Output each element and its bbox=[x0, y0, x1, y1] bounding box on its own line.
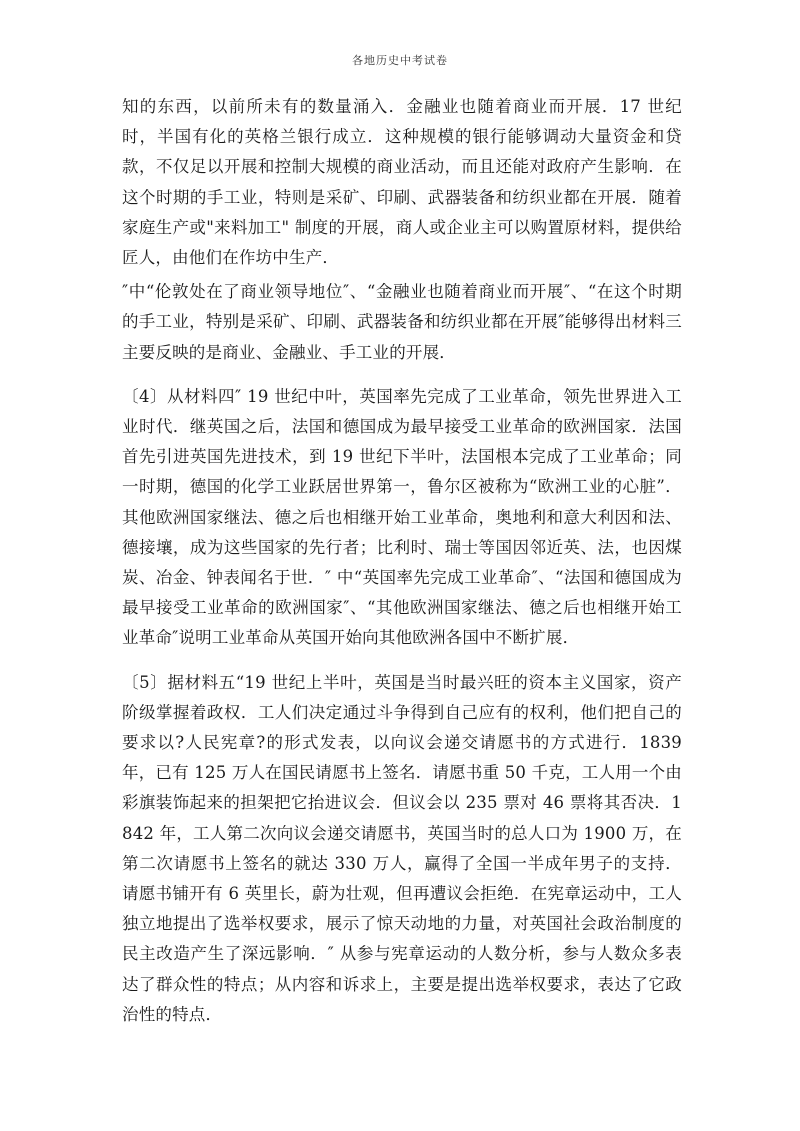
page-header: 各地历史中考试卷 bbox=[352, 54, 448, 67]
paragraph-material-three: 知的东西，以前所未有的数量涌入．金融业也随着商业而开展．17 世纪时，半国有化的英格兰银行成立．这种规模的银行能够调动大量资金和贷款，不仅足以开展和控制大规模的商业活动，而且还能对政府产生影响．在这个时期的手工业，特则是采矿、印刷、武器装备和纺织业都在开展．随着家庭生产或"来料加工" 制度的开展，商人或企业主可以购置原材料，提供给匠人，由他们在作坊中生产． bbox=[122, 97, 682, 268]
paragraph-question-4: 〔4〕从材料四″ 19 世纪中叶，英国率先完成了工业革命，领先世界进入工业时代．继英国之后，法国和德国成为最早接受工业革命的欧洲国家．法国首先引进英国先进技术，到 19 世纪下半叶，法国根本完成了工业革命；同一时期，德国的化学工业跃居世界第一，鲁尔区被称为“欧洲工业的心脏”．其他欧洲国家继法、德之后也相继开始工业革命，奥地利和意大利因和法、德接壤，成为这些国家的先行者；比利时、瑞士等国因邻近英、法，也因煤炭、冶金、钟表闻名于世．″ 中“英国率先完成工业革命″、“法国和德国成为最早接受工业革命的欧洲国家″、“其他欧洲国家继法、德之后也相继开始工业革命″说明工业革命从英国开始向其他欧洲各国中不断扩展． bbox=[122, 386, 682, 648]
paragraph-question-5: 〔5〕据材料五“19 世纪上半叶，英国是当时最兴旺的资本主义国家，资产阶级掌握着政权．工人们决定通过斗争得到自己应有的权利，他们把自己的要求以?人民宪章?的形式发表，以向议会递交请愿书的方式进行．1839 年，已有 125 万人在国民请愿书上签名．请愿书重 50 千克，工人用一个由彩旗装饰起来的担架把它抬进议会．但议会以 235 票对 46 票将其否决．1842 年，工人第二次向议会递交请愿书，英国当时的总人口为 1900 万，在第二次请愿书上签名的就达 330 万人，赢得了全国一半成年男子的支持．请愿书铺开有 6 英里长，蔚为壮观，但再遭议会拒绝．在宪章运动中，工人独立地提出了选举权要求，展示了惊天动地的力量，对英国社会政治制度的民主改造产生了深远影响．″ 从参与宪章运动的人数分析，参与人数众多表达了群众性的特点；从内容和诉求上，主要是提出选举权要求，表达了它政治性的特点． bbox=[122, 672, 682, 1024]
document-body bbox=[122, 92, 682, 1030]
paragraph-material-three-analysis: ″中“伦敦处在了商业领导地位″、“金融业也随着商业而开展″、“在这个时期的手工业，特别是采矿、印刷、武器装备和纺织业都在开展″能够得出材料三主要反映的是商业、金融业、手工业的开展． bbox=[122, 282, 682, 362]
